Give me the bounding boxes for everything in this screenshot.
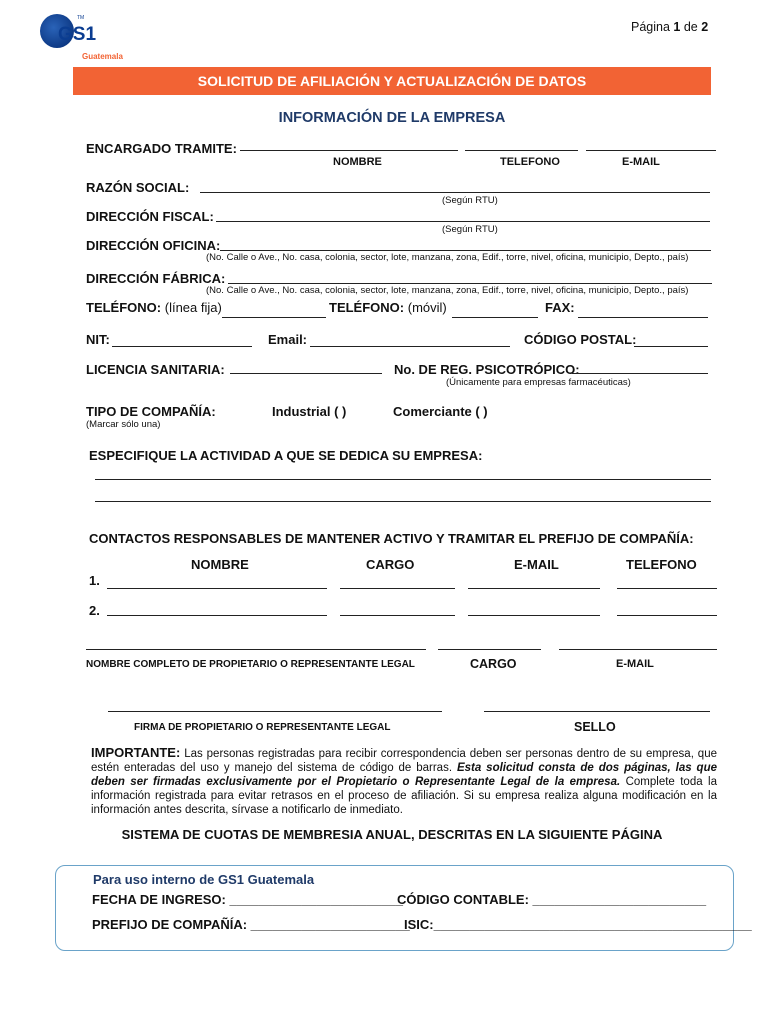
page-indicator [631, 20, 708, 34]
importante-text-1: Las personas registradas para recibir correspondencia deben ser personas dentro de su empresa, que estén enteradas del uso y manejo del sistema de código de barras. [91, 748, 717, 774]
fax-label: FAX: [545, 300, 575, 315]
importante-paragraph [91, 746, 717, 817]
contacto-2-email-field[interactable] [468, 615, 600, 616]
option-industrial[interactable]: Industrial ( ) [272, 404, 347, 419]
contactos-col-telefono: TELEFONO [626, 557, 697, 572]
email-field[interactable] [310, 346, 510, 347]
direccion-fabrica-field[interactable] [228, 283, 712, 284]
importante-bold-italic: Esta solicitud consta de dos páginas, las que deben ser firmadas exclusivamente por el Propietario o Representante Legal de la empresa. [91, 762, 717, 788]
razon-social-field[interactable] [200, 192, 710, 193]
contacto-2-telefono-field[interactable] [617, 615, 717, 616]
nit-label: NIT: [86, 332, 110, 347]
fecha-ingreso-field[interactable]: FECHA DE INGRESO: ________________________ [92, 892, 403, 907]
direccion-oficina-label: DIRECCIÓN OFICINA: [86, 238, 221, 253]
contactos-col-nombre: NOMBRE [191, 557, 249, 572]
propietario-nombre-label: NOMBRE COMPLETO DE PROPIETARIO O REPRESENTANTE LEGAL [86, 659, 415, 670]
propietario-email-label: E-MAIL [616, 658, 654, 670]
firma-field[interactable] [108, 711, 442, 712]
encargado-telefono-field[interactable] [465, 150, 578, 151]
tipo-compania-label: TIPO DE COMPAÑÍA: [86, 404, 216, 419]
tipo-compania-note: (Marcar sólo una) [86, 419, 161, 430]
contacto-row-1-number: 1. [89, 573, 100, 588]
isic-field[interactable]: ISIC:____________________________________________ [404, 917, 752, 932]
telefono-movil-label-text: TELÉFONO: [329, 300, 405, 315]
prefijo-compania-field[interactable]: PREFIJO DE COMPAÑÍA: ______________________ [92, 917, 410, 932]
contactos-col-cargo: CARGO [366, 557, 415, 572]
contactos-title: CONTACTOS RESPONSABLES DE MANTENER ACTIVO Y TRAMITAR EL PREFIJO DE COMPAÑÍA: [89, 531, 694, 546]
contacto-1-cargo-field[interactable] [340, 588, 455, 589]
propietario-email-field[interactable] [559, 649, 717, 650]
telefono-fijo-label [86, 300, 222, 315]
direccion-fiscal-label: DIRECCIÓN FISCAL: [86, 209, 214, 224]
encargado-col-email: E-MAIL [622, 156, 660, 168]
direccion-fiscal-field[interactable] [216, 221, 710, 222]
encargado-email-field[interactable] [586, 150, 716, 151]
page-total: 2 [701, 20, 709, 34]
contactos-col-email: E-MAIL [514, 557, 559, 572]
telefono-fijo-sub: (línea fija) [164, 300, 222, 315]
section-title-text: INFORMACIÓN DE LA EMPRESA [278, 110, 506, 126]
page-label: Página [631, 20, 670, 34]
actividad-field-line-2[interactable] [95, 501, 711, 502]
codigo-postal-label: CÓDIGO POSTAL: [524, 332, 637, 347]
contacto-1-telefono-field[interactable] [617, 588, 717, 589]
direccion-fiscal-note: (Según RTU) [442, 224, 498, 235]
telefono-fijo-field[interactable] [222, 317, 326, 318]
form-title: SOLICITUD DE AFILIACIÓN Y ACTUALIZACIÓN DE DATOS [197, 73, 587, 89]
razon-social-note: (Según RTU) [442, 195, 498, 206]
encargado-col-nombre: NOMBRE [333, 156, 382, 168]
contacto-row-2-number: 2. [89, 603, 100, 618]
internal-use-title: Para uso interno de GS1 Guatemala [93, 872, 315, 887]
cuotas-note: SISTEMA DE CUOTAS DE MEMBRESIA ANUAL, DESCRITAS EN LA SIGUIENTE PÁGINA [121, 827, 663, 842]
sello-label: SELLO [574, 720, 616, 734]
propietario-nombre-field[interactable] [86, 649, 426, 650]
psicotropico-field[interactable] [572, 373, 708, 374]
importante-lead: IMPORTANTE: [91, 745, 181, 760]
contacto-2-nombre-field[interactable] [107, 615, 327, 616]
propietario-cargo-label: CARGO [470, 657, 517, 671]
contacto-1-email-field[interactable] [468, 588, 600, 589]
nit-field[interactable] [112, 346, 252, 347]
direccion-fabrica-note: (No. Calle o Ave., No. casa, colonia, sector, lote, manzana, zona, Edif., torre, nivel, oficina, municipio, Depto., país) [206, 285, 689, 296]
firma-label: FIRMA DE PROPIETARIO O REPRESENTANTE LEGAL [134, 722, 391, 733]
psicotropico-label: No. DE REG. PSICOTRÓPICO: [394, 362, 580, 377]
direccion-fabrica-label: DIRECCIÓN FÁBRICA: [86, 271, 226, 286]
encargado-col-telefono: TELEFONO [500, 156, 560, 168]
telefono-movil-label [329, 300, 447, 315]
option-comerciante[interactable]: Comerciante ( ) [393, 404, 488, 419]
fax-field[interactable] [578, 317, 708, 318]
licencia-sanitaria-label: LICENCIA SANITARIA: [86, 362, 225, 377]
telefono-fijo-label-text: TELÉFONO: [86, 300, 162, 315]
form-title-banner [73, 67, 711, 95]
codigo-contable-field[interactable]: CÓDIGO CONTABLE: ________________________ [397, 892, 707, 907]
codigo-postal-field[interactable] [634, 346, 708, 347]
gs1-logo-tm: TM [77, 15, 85, 21]
gs1-logo-text: GS1 [58, 24, 97, 45]
sello-field[interactable] [484, 711, 710, 712]
actividad-field-line-1[interactable] [95, 479, 711, 480]
importante-text-2: Complete toda la información registrada para evitar retrasos en el proceso de afiliación. Si su empresa realiza alguna modificación en la información antes descrita, sírvase a notificarlo de inmediato. [91, 776, 717, 816]
direccion-oficina-note: (No. Calle o Ave., No. casa, colonia, sector, lote, manzana, zona, Edif., torre, nivel, oficina, municipio, Depto., país) [206, 252, 689, 263]
direccion-oficina-field[interactable] [220, 250, 711, 251]
telefono-movil-sub: (móvil) [407, 300, 447, 315]
page-current: 1 [673, 20, 681, 34]
propietario-cargo-field[interactable] [438, 649, 541, 650]
actividad-label: ESPECIFIQUE LA ACTIVIDAD A QUE SE DEDICA SU EMPRESA: [89, 448, 483, 463]
licencia-sanitaria-field[interactable] [230, 373, 382, 374]
telefono-movil-field[interactable] [452, 317, 538, 318]
razon-social-label: RAZÓN SOCIAL: [86, 180, 190, 195]
gs1-logo-subtitle: Guatemala [82, 52, 123, 61]
section-title [73, 109, 711, 127]
psicotropico-note: (Únicamente para empresas farmacéuticas) [446, 377, 631, 388]
encargado-label: ENCARGADO TRAMITE: [86, 141, 237, 156]
email-label: Email: [268, 332, 308, 347]
contacto-2-cargo-field[interactable] [340, 615, 455, 616]
contacto-1-nombre-field[interactable] [107, 588, 327, 589]
encargado-nombre-field[interactable] [240, 150, 458, 151]
page-of: de [683, 20, 698, 34]
